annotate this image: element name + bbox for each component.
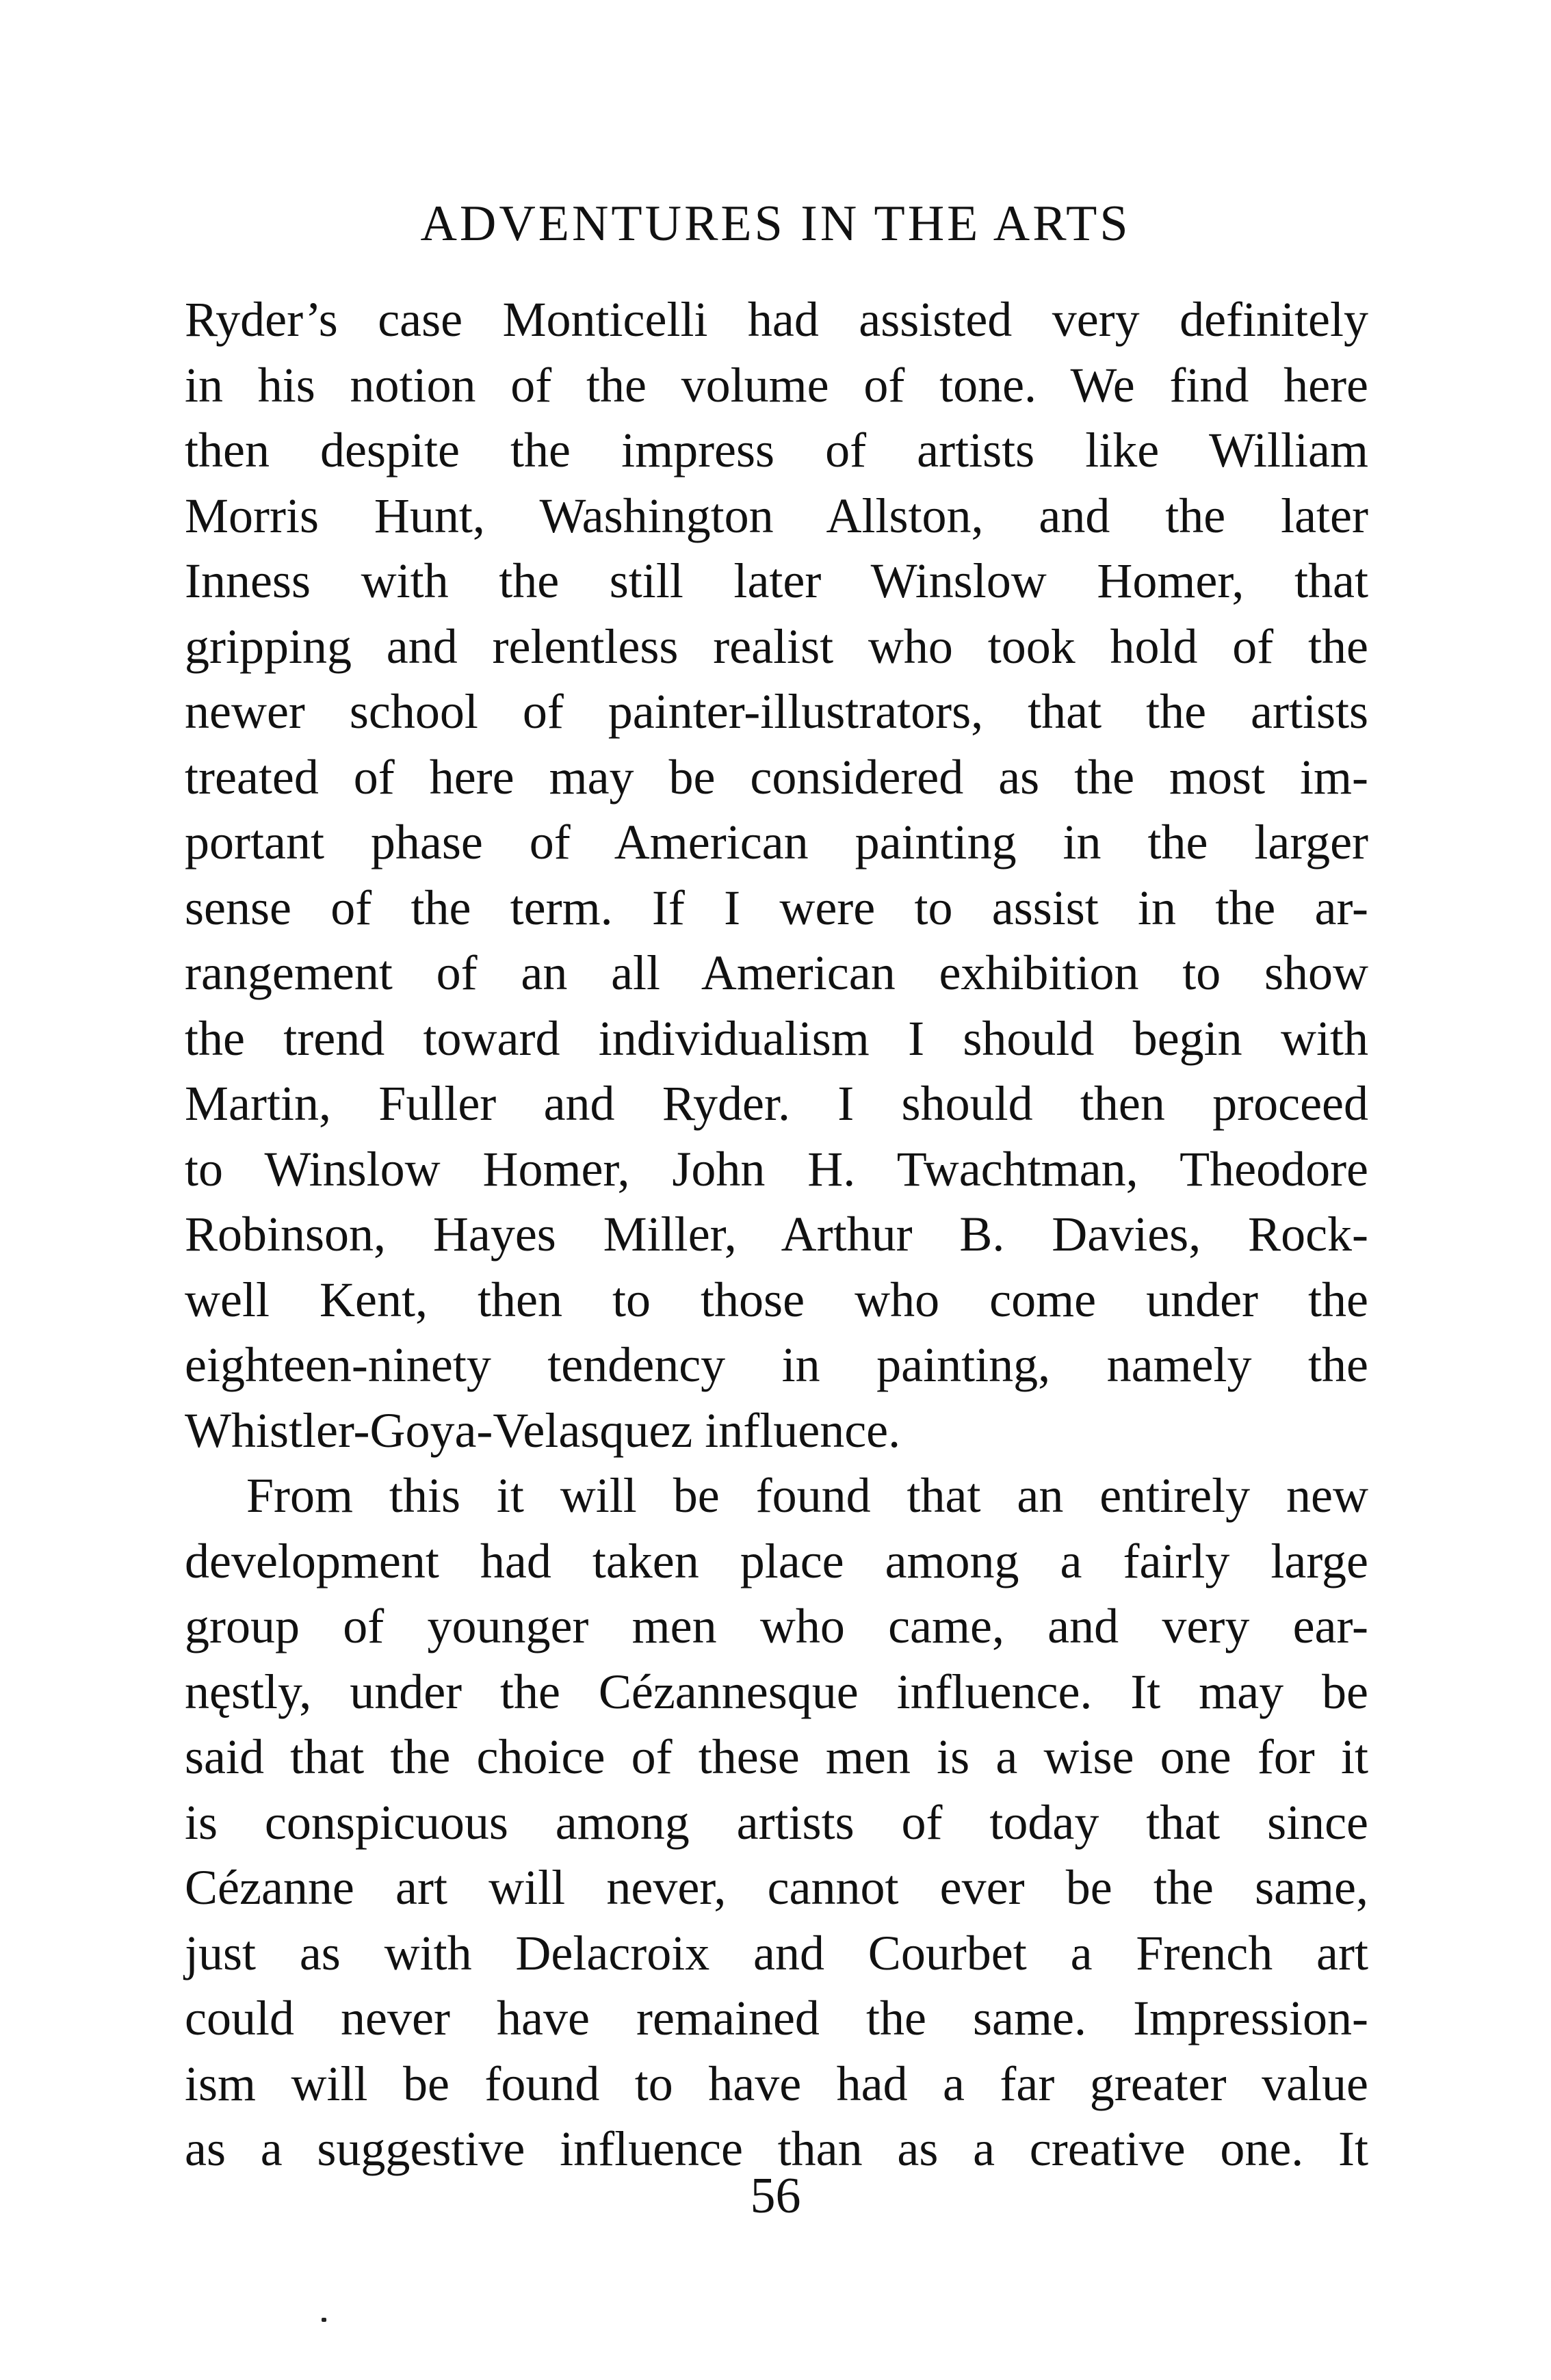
text-line: Whistler-Goya-Velasquez influence. xyxy=(185,1402,901,1458)
text-line: treated of here may be considered as the most im- xyxy=(185,749,1368,805)
text-line: Martin, Fuller and Ryder. I should then proceed xyxy=(185,1076,1368,1131)
text-line: to Winslow Homer, John H. Twachtman, Theodore xyxy=(185,1141,1368,1196)
text-line: eighteen-ninety tendency in painting, namely the xyxy=(185,1337,1368,1392)
text-line: then despite the impress of artists like William xyxy=(185,423,1368,478)
page-number: 56 xyxy=(750,2168,801,2224)
text-line: portant phase of American painting in the larger xyxy=(185,815,1368,869)
body-text xyxy=(185,287,1368,2182)
text-line: Cézanne art will never, cannot ever be the same, xyxy=(185,1860,1368,1915)
text-line: as a suggestive influence than as a creative one. It xyxy=(185,2121,1368,2176)
text-line: well Kent, then to those who come under the xyxy=(185,1272,1368,1327)
text-line: rangement of an all American exhibition to show xyxy=(185,945,1368,1000)
text-line: gripping and relentless realist who took hold of the xyxy=(185,618,1368,674)
text-line: ism will be found to have had a far greater value xyxy=(185,2056,1368,2111)
text-line: Robinson, Hayes Miller, Arthur B. Davies, Rock- xyxy=(185,1207,1368,1261)
text-line: From this it will be found that an entirely new xyxy=(246,1468,1368,1523)
text-line: newer school of painter-illustrators, that the artists xyxy=(185,684,1368,739)
text-line: said that the choice of these men is a wise one for it xyxy=(185,1729,1368,1784)
text-line: Inness with the still later Winslow Homer, that xyxy=(185,553,1368,608)
text-line: could never have remained the same. Impression- xyxy=(185,1991,1368,2045)
text-line: nęstly, under the Cézannesque influence. It may be xyxy=(185,1664,1368,1719)
text-line: sense of the term. If I were to assist in the ar- xyxy=(185,880,1368,935)
text-line: development had taken place among a fairly large xyxy=(185,1533,1368,1588)
text-line: group of younger men who came, and very ear- xyxy=(185,1599,1368,1653)
text-line: Ryder’s case Monticelli had assisted very definitely xyxy=(185,292,1368,347)
text-line: in his notion of the volume of tone. We find here xyxy=(185,357,1368,413)
text-line: is conspicuous among artists of today that since xyxy=(185,1794,1368,1850)
text-line: Morris Hunt, Washington Allston, and the later xyxy=(185,488,1368,543)
text-line: the trend toward individualism I should begin with xyxy=(185,1010,1368,1066)
ink-speck xyxy=(322,2318,326,2322)
text-line: just as with Delacroix and Courbet a French art xyxy=(185,1925,1368,1980)
running-head: ADVENTURES IN THE ARTS xyxy=(420,196,1131,252)
